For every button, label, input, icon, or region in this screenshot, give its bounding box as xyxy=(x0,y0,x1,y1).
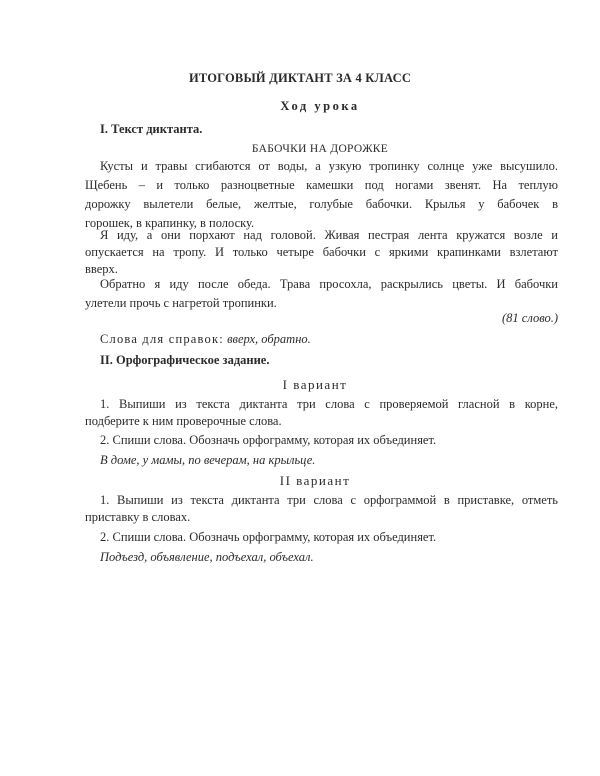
reference-words: вверх, обратно. xyxy=(227,332,311,346)
variant-2-task-1: 1. Выпиши из текста диктанта три слова с орфограммой в приставке, отметь xyxy=(100,493,558,507)
variant-1-label: I вариант xyxy=(282,377,348,392)
variant-1-task-1: 1. Выпиши из текста диктанта три слова с проверяемой гласной в корне, xyxy=(100,397,558,411)
section-1-heading: I. Текст диктанта. xyxy=(100,122,203,136)
dictation-title: БАБОЧКИ НА ДОРОЖКЕ xyxy=(251,143,389,155)
dictation-line: улетели прочь с нагретой тропинки. xyxy=(85,296,277,310)
variant-1-task-1-cont: подберите к ним проверочные слова. xyxy=(85,414,282,428)
dictation-line: Кусты и травы сгибаются от воды, а узкую тропинку солнце уже высушило. xyxy=(100,159,558,173)
reference-label: Слова для справок: xyxy=(100,332,224,346)
dictation-line: Я иду, а они порхают над головой. Живая пестрая лента кружатся возле и xyxy=(100,228,558,242)
document-title: ИТОГОВЫЙ ДИКТАНТ ЗА 4 КЛАСС xyxy=(188,71,412,85)
lesson-subtitle: Ход урока xyxy=(280,99,360,113)
dictation-line: горошек, в крапинку, в полоску. xyxy=(85,216,255,230)
dictation-line: Обратно я иду после обеда. Трава просохла, раскрылись цветы. И бабочки xyxy=(100,277,558,291)
variant-2-words: Подъезд, объявление, подъехал, объехал. xyxy=(100,550,314,564)
section-2-heading: II. Орфографическое задание. xyxy=(100,353,270,367)
variant-2-task-1-cont: приставку в словах. xyxy=(85,510,191,524)
dictation-line: вверх. xyxy=(85,262,118,276)
variant-2-task-2: 2. Спиши слова. Обозначь орфограмму, которая их объединяет. xyxy=(100,530,437,544)
variant-1-words: В доме, у мамы, по вечерам, на крыльце. xyxy=(100,453,316,467)
dictation-line: опускается на тропу. И только четыре бабочки с яркими крапинками взлетают xyxy=(85,245,558,259)
dictation-line: дорожку вылетели белые, желтые, голубые бабочки. Крылья у бабочек в xyxy=(85,197,558,211)
variant-1-task-2: 2. Спиши слова. Обозначь орфограмму, которая их объединяет. xyxy=(100,433,437,447)
dictation-line: Щебень – и только разноцветные камешки под ногами звенят. На теплую xyxy=(85,178,558,192)
reference-words-row xyxy=(100,331,311,347)
word-count: (81 слово.) xyxy=(502,311,558,325)
variant-2-label: II вариант xyxy=(279,473,351,488)
